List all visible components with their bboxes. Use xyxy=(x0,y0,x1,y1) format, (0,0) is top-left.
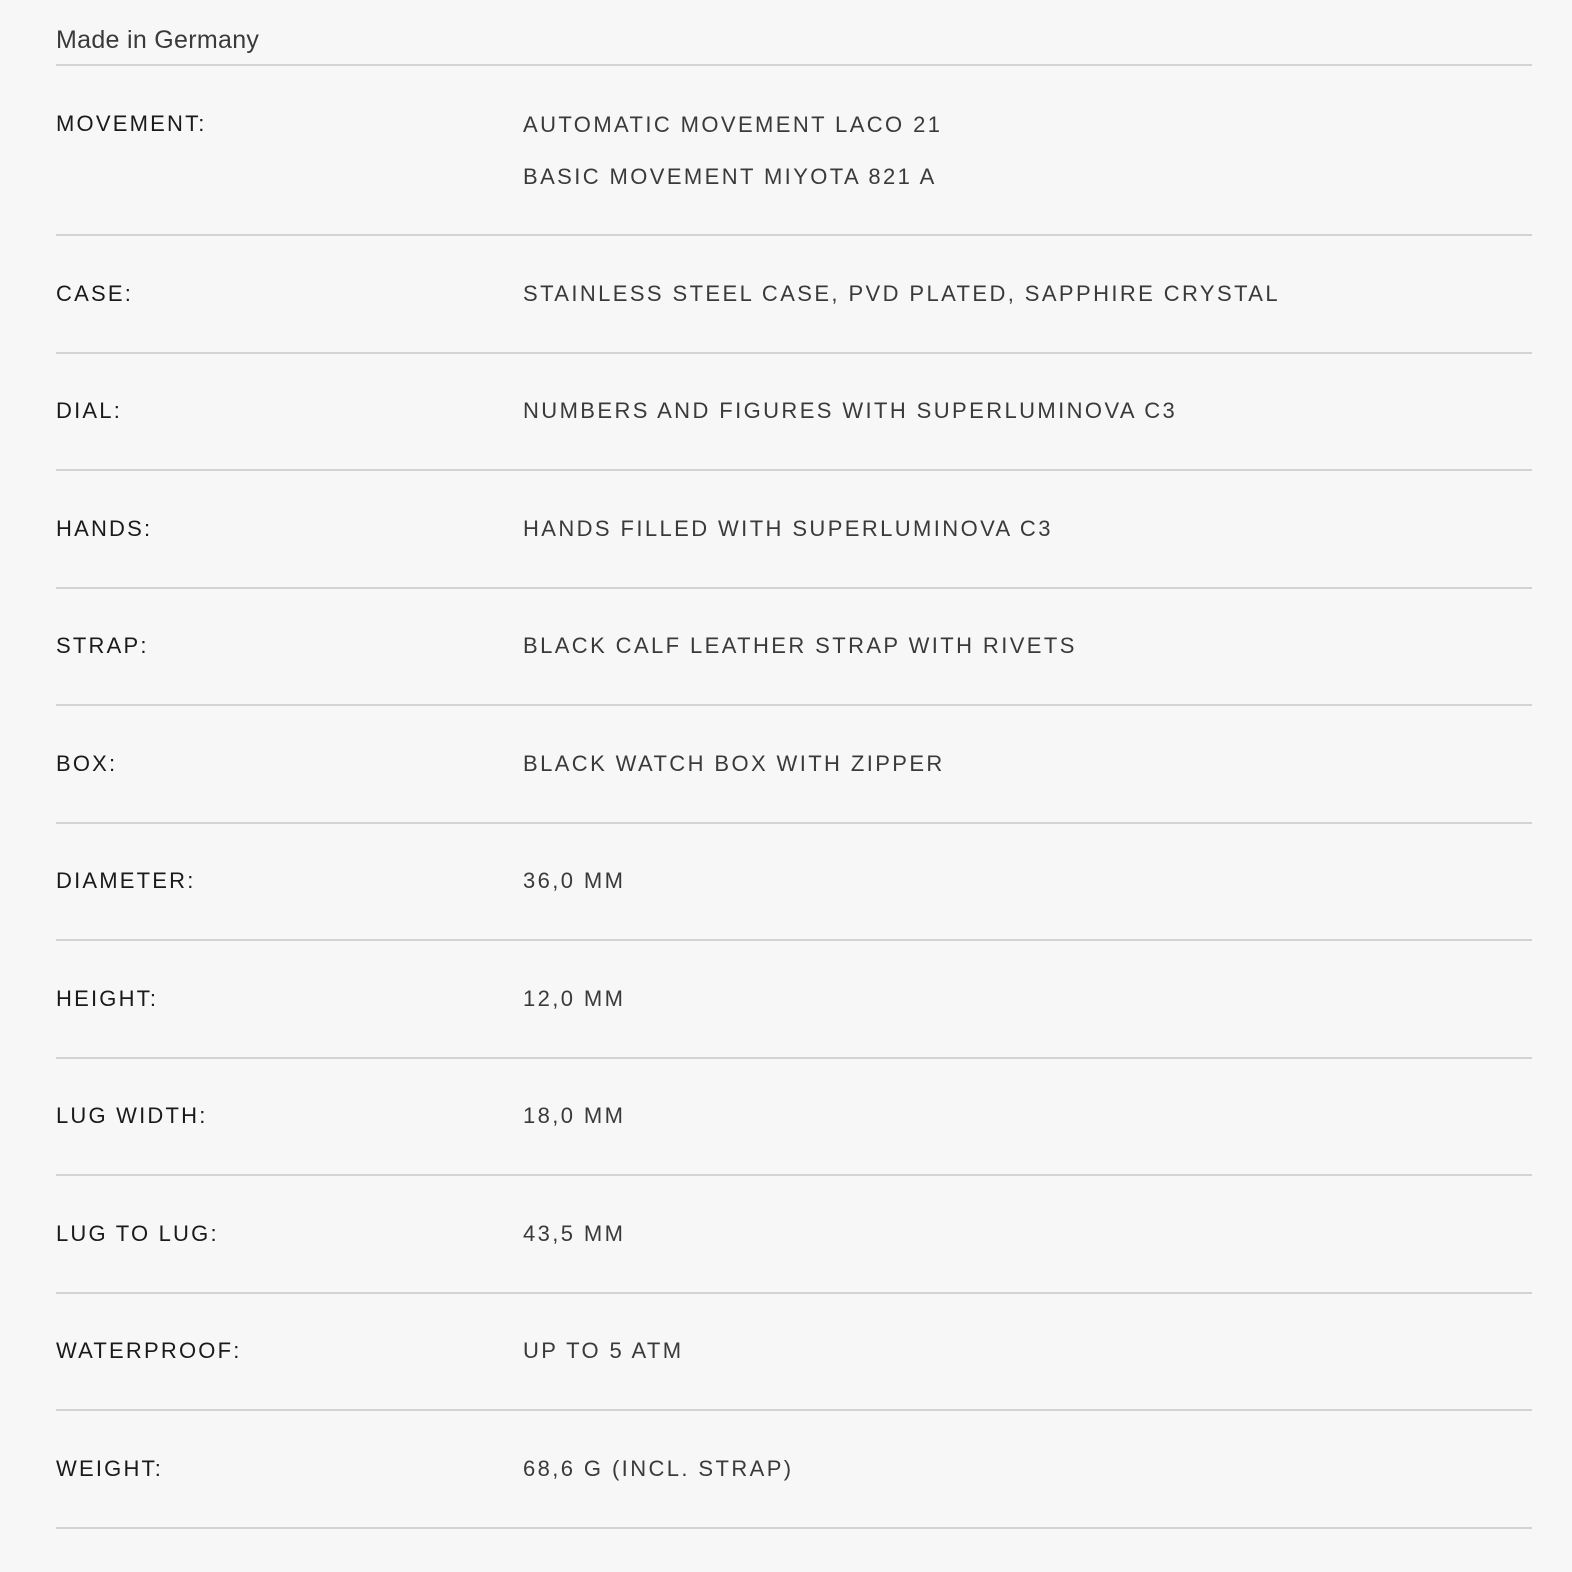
spec-row-box xyxy=(56,706,1532,824)
spec-label: MOVEMENT: xyxy=(56,111,207,136)
spec-label: HANDS: xyxy=(56,515,153,541)
spec-label: CASE: xyxy=(56,280,134,306)
spec-value: HANDS FILLED WITH SUPERLUMINOVA C3 xyxy=(523,515,1053,541)
spec-value: BLACK CALF LEATHER STRAP WITH RIVETS xyxy=(523,633,1077,659)
spec-row-waterproof xyxy=(56,1294,1532,1412)
spec-values xyxy=(523,515,1532,543)
product-specs-section xyxy=(56,0,1532,1529)
spec-row-height xyxy=(56,941,1532,1059)
spec-label: HEIGHT: xyxy=(56,985,159,1011)
spec-values xyxy=(523,985,1532,1013)
spec-row-movement xyxy=(56,66,1532,236)
spec-row-lug-to-lug xyxy=(56,1176,1532,1294)
spec-value: 68,6 G (INCL. STRAP) xyxy=(523,1455,794,1481)
spec-value: 12,0 MM xyxy=(523,985,626,1011)
spec-table xyxy=(56,66,1532,1529)
spec-values xyxy=(523,111,1532,191)
spec-value: BLACK WATCH BOX WITH ZIPPER xyxy=(523,750,945,776)
spec-label: LUG TO LUG: xyxy=(56,1220,219,1246)
spec-value: 36,0 MM xyxy=(523,868,626,894)
made-in-germany-text: Made in Germany xyxy=(56,0,1532,66)
spec-values xyxy=(523,1455,1532,1483)
spec-row-weight xyxy=(56,1411,1532,1529)
spec-values xyxy=(523,632,1532,660)
spec-values xyxy=(523,1337,1532,1365)
spec-label: BOX: xyxy=(56,750,118,776)
spec-values xyxy=(523,397,1532,425)
spec-label: LUG WIDTH: xyxy=(56,1103,208,1129)
spec-value: NUMBERS AND FIGURES WITH SUPERLUMINOVA C3 xyxy=(523,398,1178,424)
spec-values xyxy=(523,1102,1532,1130)
spec-values xyxy=(523,867,1532,895)
spec-row-diameter xyxy=(56,824,1532,942)
spec-row-dial xyxy=(56,354,1532,472)
spec-label: STRAP: xyxy=(56,633,149,659)
spec-row-strap xyxy=(56,589,1532,707)
spec-value: AUTOMATIC MOVEMENT LACO 21 xyxy=(523,112,943,137)
spec-value: UP TO 5 ATM xyxy=(523,1338,684,1364)
spec-label: WEIGHT: xyxy=(56,1455,164,1481)
spec-row-lug-width xyxy=(56,1059,1532,1177)
spec-row-hands xyxy=(56,471,1532,589)
spec-value: STAINLESS STEEL CASE, PVD PLATED, SAPPHIRE CRYSTAL xyxy=(523,280,1280,306)
spec-values xyxy=(523,1220,1532,1248)
spec-label: DIAL: xyxy=(56,398,123,424)
spec-value: 43,5 MM xyxy=(523,1220,626,1246)
spec-values xyxy=(523,750,1532,778)
spec-label: WATERPROOF: xyxy=(56,1338,242,1364)
spec-value: BASIC MOVEMENT MIYOTA 821 A xyxy=(523,164,937,189)
spec-row-case xyxy=(56,236,1532,354)
spec-label: DIAMETER: xyxy=(56,868,196,894)
spec-values xyxy=(523,280,1532,308)
spec-value: 18,0 MM xyxy=(523,1103,626,1129)
